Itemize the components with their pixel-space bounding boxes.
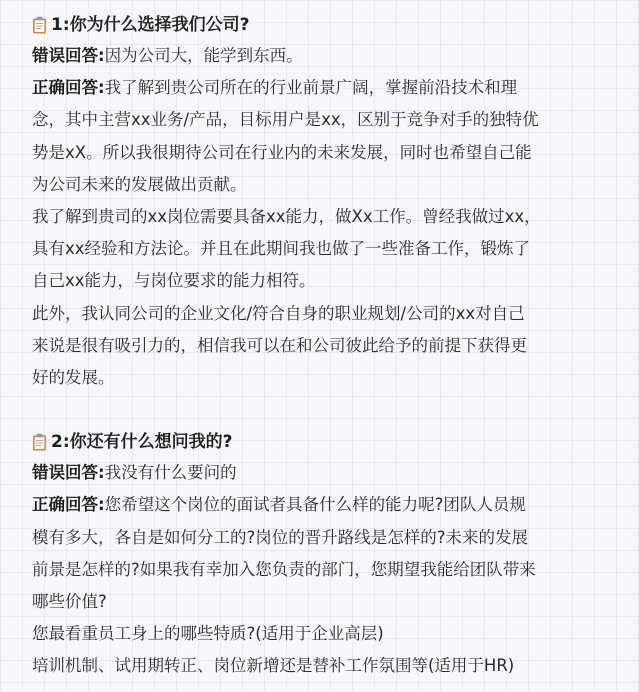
section-2-wrong-answer [32, 457, 632, 489]
section-1-title [32, 10, 632, 40]
answer-line: 培训机制、试用期转正、岗位新增还是替补工作氛围等(适用于HR) [32, 656, 515, 676]
document [32, 10, 632, 683]
answer-line: 哪些价值? [32, 592, 107, 612]
answer-line: 为公司未来的发展做出贡献。 [32, 174, 247, 194]
answer-line: 自己xx能力，与岗位要求的能力相符。 [32, 271, 316, 291]
answer-line: 势是xX。所以我很期待公司在行业内的未来发展，同时也希望自己能 [32, 142, 532, 162]
section-2-title-text: 2:你还有什么想问我的? [51, 432, 233, 453]
section-spacer [32, 394, 632, 427]
section-2 [32, 427, 632, 682]
answer-line: 您最看重员工身上的哪些特质?(适用于企业高层) [32, 624, 384, 644]
answer-line: 模有多大，各自是如何分工的?岗位的晋升路线是怎样的?未来的发展 [32, 527, 529, 547]
answer-line: 此外，我认同公司的企业文化/符合自身的职业规划/公司的xx对自己 [32, 303, 525, 323]
section-1 [32, 10, 632, 394]
section-1-title-text: 1:你为什么选择我们公司? [51, 15, 250, 35]
answer-line: 来说是很有吸引力的，相信我可以在和公司彼此给予的前提下获得更 [32, 335, 527, 355]
wrong-answer-text: 因为公司大，能学到东西。 [104, 46, 303, 65]
section-2-correct-answer [32, 489, 632, 521]
answer-line: 前景是怎样的?如果我有幸加入您负责的部门，您期望我能给团队带来 [32, 559, 536, 579]
section-2-title [32, 427, 632, 457]
answer-line: 念，其中主营xx业务/产品，目标用户是xx，区别于竞争对手的独特优 [32, 110, 539, 130]
answer-line: 好的发展。 [32, 368, 115, 388]
correct-answer-first-line: 我了解到贵公司所在的行业前景广阔，掌握前沿技术和理 [104, 78, 518, 98]
clipboard-icon [32, 16, 47, 34]
correct-answer-label: 正确回答: [32, 78, 105, 98]
wrong-answer-text: 我没有什么要问的 [104, 463, 237, 483]
answer-line: 具有xx经验和方法论。并且在此期间我也做了一些准备工作，锻炼了 [32, 239, 531, 259]
clipboard-icon [32, 433, 47, 451]
section-1-wrong-answer [32, 40, 632, 72]
answer-line: 我了解到贵司的xx岗位需要具备xx能力，做Xx工作。曾经我做过xx， [32, 207, 541, 227]
wrong-answer-label: 错误回答: [32, 46, 105, 65]
correct-answer-label: 正确回答: [32, 495, 105, 515]
section-1-correct-answer [32, 72, 632, 104]
wrong-answer-label: 错误回答: [32, 463, 105, 483]
correct-answer-first-line: 您希望这个岗位的面试者具备什么样的能力呢?团队人员规 [104, 495, 526, 515]
